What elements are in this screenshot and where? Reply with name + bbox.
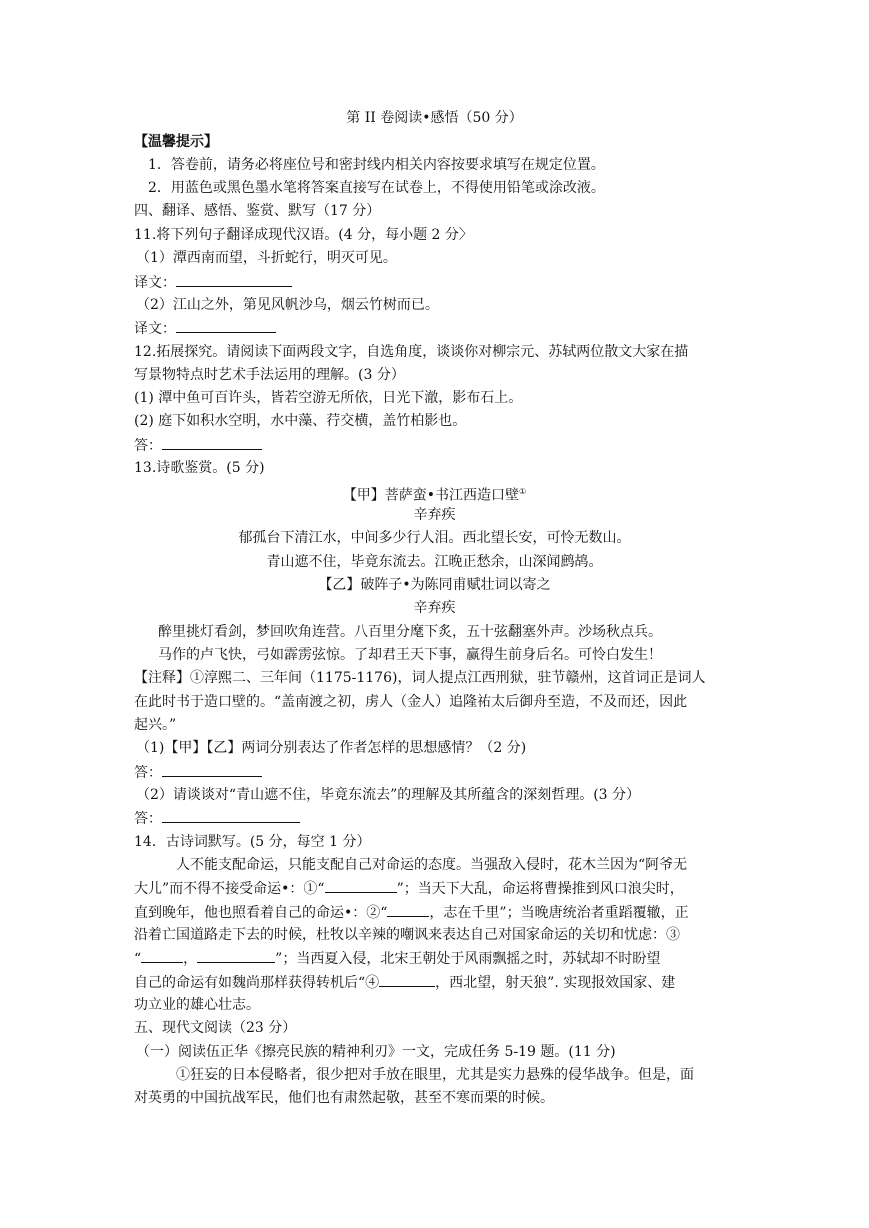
answer-blank[interactable]	[176, 318, 276, 333]
text-run: ，志在千里”；当晚唐统治者重蹈覆辙，正	[429, 905, 689, 921]
q12-passage-1: (1) 潭中鱼可百许头，皆若空游无所依，日光下澈，影布石上。	[134, 390, 523, 406]
note-line-3: 起兴。”	[134, 717, 177, 733]
q14-para-line-2	[134, 878, 684, 899]
q13-prompt: 13.诗歌鉴赏。(5 分)	[134, 460, 265, 476]
q13-sub-1: （1)【甲】【乙】两词分别表达了作者怎样的思想感情？（2 分)	[136, 740, 527, 756]
blank-3a[interactable]	[141, 948, 183, 963]
tip-1: 1．答卷前，请务必将座位号和密封线内相关内容按要求填写在规定位置。	[148, 157, 605, 173]
blank-3b[interactable]	[197, 948, 275, 963]
footnote-marker: ①	[519, 487, 527, 496]
text-run: 直到晚年，他也照看着自己的命运•：②“	[134, 905, 388, 921]
text-run: ”；当西夏入侵，北宋王朝处于风雨飘摇之时，苏轼却不时盼望	[275, 951, 661, 967]
text-run: ”；当天下大乱，命运将曹操推到风口浪尖时，	[396, 881, 684, 897]
q13-answer-1	[134, 762, 262, 783]
q11-answer-2	[134, 318, 276, 339]
q12-answer	[134, 435, 262, 456]
poem-1-line-1: 郁孤台下清江水，中间多少行人泪。西北望长安，可怜无数山。	[238, 530, 631, 546]
q14-para-line-5	[134, 948, 660, 969]
q12-prompt-line-2: 写景物特点时艺术手法运用的理解。(3 分）	[134, 367, 405, 383]
q14-para-line-6	[134, 972, 675, 993]
poem-2-line-2: 马作的卢飞快，弓如霹雳弦惊。了却君王天下事，赢得生前身后名。可怜白发生！	[158, 647, 662, 663]
q13-answer-2	[134, 808, 300, 829]
poem-2-line-1: 醉里挑灯看剑，梦回吹角连营。八百里分麾下炙，五十弦翻塞外声。沙场秋点兵。	[158, 624, 662, 640]
poem-2-title: 【乙】破阵子•为陈同甫赋壮词以寄之	[318, 577, 551, 593]
blank-4[interactable]	[379, 972, 435, 987]
answer-blank[interactable]	[162, 435, 262, 450]
note-line-2: 在此时书于造口壁的。“盖南渡之初，虏人（金人）追隆祐太后御舟至造，不及而还，因此	[134, 694, 688, 710]
q14-para-line-1: 人不能支配命运，只能支配自己对命运的态度。当强敌入侵时，花木兰因为“阿爷无	[176, 857, 688, 873]
q12-passage-2: (2) 庭下如积水空明，水中藻、荇交横，盖竹柏影也。	[134, 413, 467, 429]
text-run: ，	[183, 951, 198, 967]
blank-1[interactable]	[325, 878, 397, 893]
text-run: 大儿”而不得不接受命运•：①“	[134, 881, 325, 897]
part-1-heading: （一）阅读伍正华《擦亮民族的精神利刃》一文，完成任务 5-19 题。(11 分)	[136, 1044, 616, 1060]
article-line-2: 对英勇的中国抗战军民，他们也有肃然起敬，甚至不寒而栗的时候。	[134, 1090, 554, 1106]
answer-blank[interactable]	[176, 272, 292, 287]
article-line-1: ①狂妄的日本侵略者，很少把对手放在眼里，尤其是实力悬殊的侵华战争。但是，面	[176, 1067, 694, 1083]
section-5-heading: 五、现代文阅读（23 分）	[134, 1020, 297, 1036]
q11-prompt: 11.将下列句子翻译成现代汉语。(4 分，每小题 2 分〉	[134, 227, 473, 243]
poem-1-line-2: 青山遮不住，毕竟东流去。江晚正愁余，山深闻鹧鸪。	[266, 554, 603, 570]
note-line-1: 【注释】①淳熙二、三年间（1175-1176)，词人提点江西刑狱，驻节赣州，这首词正是词人	[134, 670, 706, 686]
poem-2-author: 辛弃疾	[413, 600, 456, 616]
section-4-heading: 四、翻译、感悟、鉴赏、默写（17 分）	[134, 203, 381, 219]
section-title: 第 II 卷阅读•感悟（50 分）	[346, 110, 523, 126]
poem-1-title	[0, 482, 869, 506]
poem-1-title-text: 【甲】菩萨蛮•书江西造口壁	[342, 487, 520, 504]
answer-blank[interactable]	[162, 762, 262, 777]
q14-para-line-3	[134, 902, 689, 923]
q13-sub-2: （2）请谈谈对“青山遮不住，毕竟东流去”的理解及其所蕴含的深刻哲理。(3 分）	[136, 787, 641, 803]
answer-label: 答：	[134, 438, 162, 454]
poem-1-author: 辛弃疾	[413, 507, 456, 523]
tip-heading: 【温馨提示】	[134, 134, 218, 150]
text-run: “	[134, 951, 142, 967]
q14-prompt: 14．古诗词默写。(5 分，每空 1 分）	[134, 834, 371, 850]
q12-prompt-line-1: 12.拓展探究。请阅读下面两段文字，自选角度，谈谈你对柳宗元、苏轼两位散文大家在描	[134, 344, 689, 360]
q14-para-line-7: 功立业的雄心壮志。	[134, 997, 260, 1013]
blank-2[interactable]	[387, 902, 429, 917]
answer-label: 答：	[134, 765, 162, 781]
answer-label: 答：	[134, 811, 162, 827]
answer-blank[interactable]	[162, 808, 300, 823]
translation-label: 译文：	[134, 321, 176, 337]
q11-sentence-2: （2）江山之外，第见风帆沙乌，烟云竹树而已。	[136, 297, 439, 313]
q11-answer-1	[134, 272, 292, 293]
translation-label: 译文：	[134, 275, 176, 291]
text-run: ，西北望，射天狼”. 实现报效国家、建	[435, 975, 676, 991]
q14-para-line-4: 沿着亡国道路走下去的时候，杜牧以辛辣的嘲讽来表达自己对国家命运的关切和忧虑：③	[134, 927, 680, 943]
text-run: 自己的命运有如魏尚那样获得转机后“④	[134, 975, 380, 991]
tip-2: 2．用蓝色或黑色墨水笔将答案直接写在试卷上，不得使用铅笔或涂改液。	[148, 180, 605, 196]
q11-sentence-1: （1）潭西南而望，斗折蛇行，明灭可见。	[136, 250, 397, 266]
